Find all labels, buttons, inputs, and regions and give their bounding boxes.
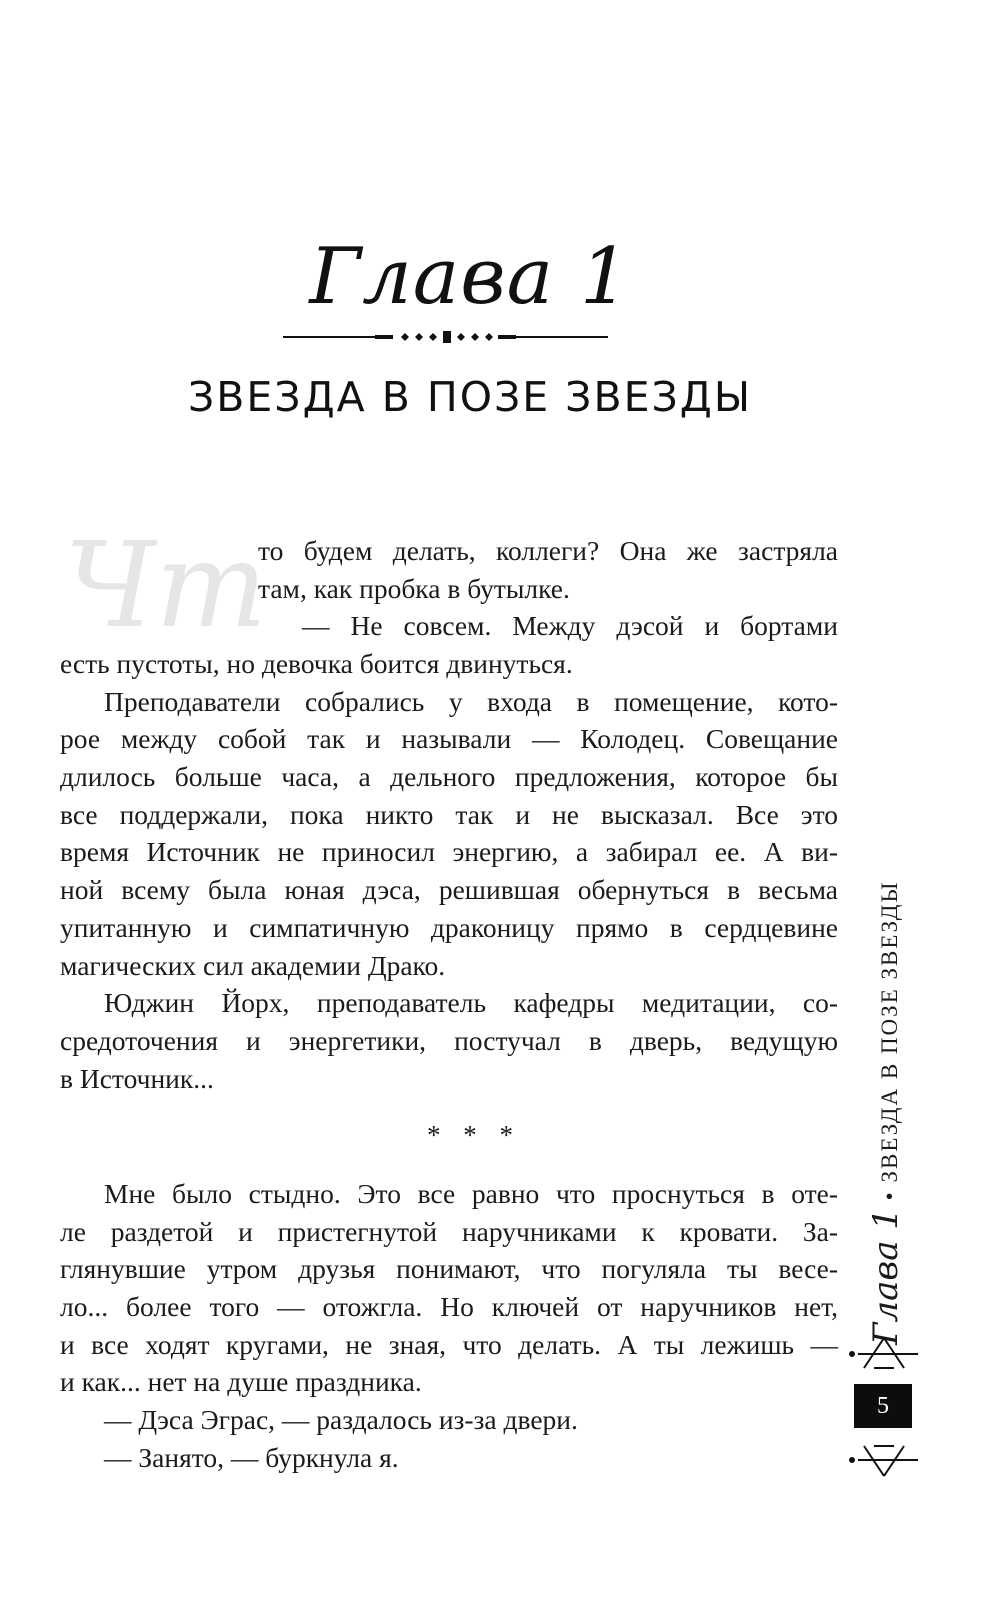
text-line: и как... нет на душе праздника. [60, 1366, 422, 1398]
text-line: время Источник не приносил энергию, а забирал ее. А ви- [60, 836, 838, 868]
text-line: есть пустоты, но девочка боится двинуться. [60, 648, 573, 679]
text-line: Преподаватели собрались у входа в помещение, кото- [104, 685, 838, 717]
text-line: и все ходят кругами, не зная, что делать. А ты лежишь — [60, 1328, 838, 1360]
text-line: магических сил академии Драко. [60, 949, 446, 981]
text-line: ло... более того — отожгла. Но ключей от наручников нет, [60, 1291, 838, 1323]
drop-cap: Чт [64, 516, 268, 654]
running-head [866, 880, 906, 1345]
section-separator: * * * [427, 1120, 521, 1150]
running-head-bullet: • [877, 1190, 902, 1201]
text-line: — Не совсем. Между дэсой и бортами [302, 610, 838, 642]
body-text [60, 645, 838, 1097]
running-head-chapter: Глава 1 [866, 1208, 906, 1345]
text-line: там, как пробка в бутылке. [258, 572, 570, 604]
text-line: ной всему была юная дэса, решившая обернуться в весьма [60, 874, 838, 906]
text-line: то будем делать, коллеги? Она же застряла [258, 535, 838, 566]
page-number: 5 [854, 1384, 912, 1428]
ornament-divider [283, 330, 608, 344]
body-text-section-2 [60, 1175, 838, 1477]
text-line: глянувшие утром друзья понимают, что погуляла ты весе- [60, 1253, 838, 1285]
text-line: длилось больше часа, а дельного предложения, которое бы [60, 761, 838, 793]
opening-paragraph [60, 532, 838, 645]
text-line: ле раздетой и пристегнутой наручниками к кровати. За- [60, 1215, 838, 1247]
text-line: упитанную и симпатичную драконицу прямо в сердцевине [60, 911, 838, 943]
text-line: рое между собой так и называли — Колодец. Совещание [60, 723, 838, 755]
rune-ornament-top-icon [844, 1330, 924, 1380]
chapter-title: Глава 1 [309, 232, 631, 322]
text-line: в Источник... [60, 1062, 214, 1094]
text-line: средоточения и энергетики, постучал в дверь, ведущую [60, 1024, 838, 1056]
chapter-subtitle: ЗВЕЗДА В ПОЗЕ ЗВЕЗДЫ [187, 373, 752, 421]
text-line: — Дэса Эграс, — раздалось из-за двери. [104, 1404, 578, 1436]
text-line: все поддержали, пока никто так и не высказал. Все это [60, 798, 838, 830]
running-head-title: ЗВЕЗДА В ПОЗЕ ЗВЕЗДЫ [877, 880, 902, 1183]
rune-ornament-bottom-icon [844, 1438, 924, 1488]
text-line: Юджин Йорх, преподаватель кафедры медитации, со- [104, 987, 838, 1019]
text-line: Мне было стыдно. Это все равно что проснуться в оте- [104, 1178, 838, 1209]
text-line: — Занято, — буркнула я. [104, 1441, 399, 1473]
